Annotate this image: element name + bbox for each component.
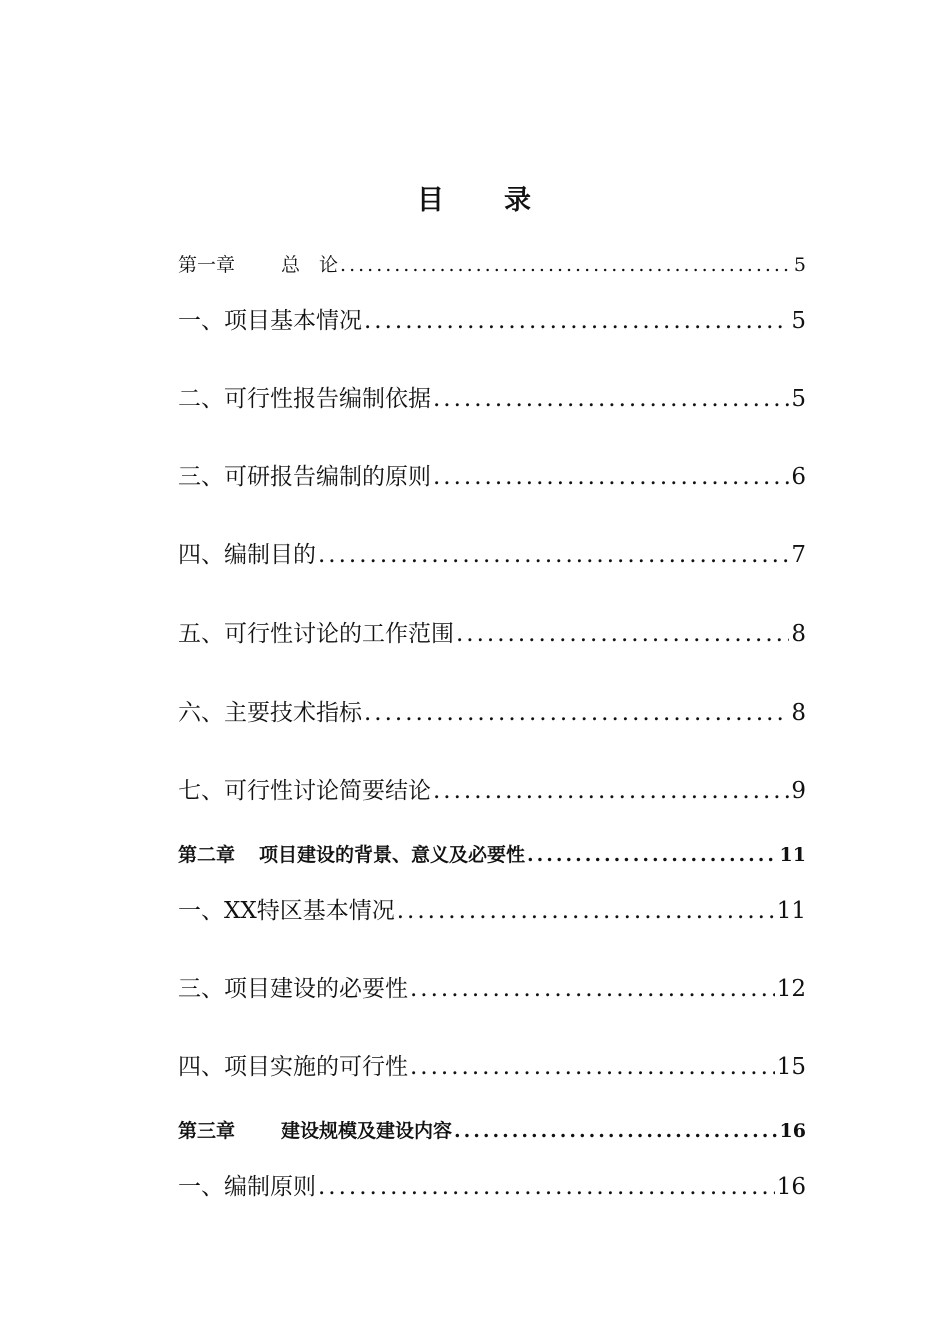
page-number: 8 (791, 700, 806, 726)
chapter-title: 建设规模及建设内容 (281, 1120, 453, 1142)
toc-section-2-4[interactable] (178, 1048, 806, 1081)
dot-leader (433, 778, 789, 804)
toc-section-1-7[interactable] (178, 772, 806, 805)
section-title: 二、可行性报告编制依据 (178, 386, 431, 412)
dot-leader (454, 1120, 778, 1142)
dot-leader (410, 976, 775, 1002)
page-number: 7 (791, 542, 806, 568)
page-number: 15 (776, 1054, 806, 1080)
dot-leader (364, 700, 789, 726)
section-title: 七、可行性讨论简要结论 (178, 778, 431, 804)
chapter-number: 第二章 (178, 844, 236, 866)
toc-title (0, 178, 950, 217)
page-number: 11 (776, 898, 806, 924)
toc-section-2-1[interactable] (178, 892, 806, 925)
section-title: 三、可研报告编制的原则 (178, 464, 431, 490)
toc-chapter-2[interactable] (178, 840, 806, 867)
dot-leader (364, 308, 789, 334)
chapter-number: 第三章 (178, 1120, 236, 1142)
dot-leader (410, 1054, 775, 1080)
section-title: 一、项目基本情况 (178, 308, 362, 334)
toc-section-1-2[interactable] (178, 380, 806, 413)
page-number: 5 (793, 254, 806, 276)
toc-section-1-3[interactable] (178, 458, 806, 491)
dot-leader (527, 844, 778, 866)
section-title: 三、项目建设的必要性 (178, 976, 408, 1002)
toc-title-left: 目 (417, 185, 446, 216)
toc-section-1-1[interactable] (178, 302, 806, 335)
dot-leader (318, 542, 789, 568)
dot-leader (318, 1174, 775, 1200)
dot-leader (397, 898, 775, 924)
toc-section-1-5[interactable] (178, 615, 806, 648)
chapter-number: 第一章 (178, 254, 236, 276)
section-title: 一、编制原则 (178, 1174, 316, 1200)
page-number: 9 (791, 778, 806, 804)
toc-section-2-3[interactable] (178, 970, 806, 1003)
page-number: 16 (779, 1120, 806, 1142)
section-title: 六、主要技术指标 (178, 700, 362, 726)
toc-section-3-1[interactable] (178, 1168, 806, 1201)
toc-title-right: 录 (504, 185, 533, 216)
toc-chapter-1[interactable] (178, 250, 806, 277)
section-title: 四、编制目的 (178, 542, 316, 568)
dot-leader (433, 386, 789, 412)
page-number: 12 (776, 976, 806, 1002)
toc-section-1-4[interactable] (178, 536, 806, 569)
section-title: 四、项目实施的可行性 (178, 1054, 408, 1080)
toc-chapter-3[interactable] (178, 1116, 806, 1143)
dot-leader (433, 464, 789, 490)
toc-section-1-6[interactable] (178, 694, 806, 727)
chapter-title: 项目建设的背景、意义及必要性 (259, 844, 526, 866)
dot-leader (456, 621, 789, 647)
page-number: 8 (791, 621, 806, 647)
section-title: 五、可行性讨论的工作范围 (178, 621, 454, 647)
page-number: 5 (791, 386, 806, 412)
page-number: 6 (791, 464, 806, 490)
section-title: 一、XX特区基本情况 (178, 898, 395, 924)
dot-leader (340, 254, 792, 276)
page-number: 5 (791, 308, 806, 334)
chapter-title: 总 论 (281, 254, 339, 276)
page-number: 16 (776, 1174, 806, 1200)
page-number: 11 (779, 844, 806, 866)
